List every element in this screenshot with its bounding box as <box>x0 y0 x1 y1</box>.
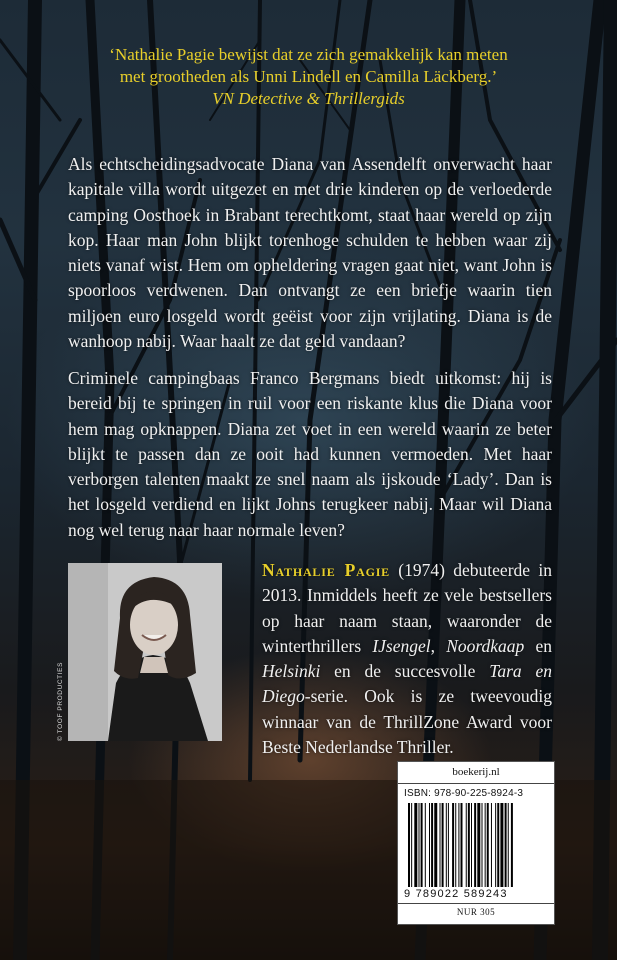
series-title-tara-en-diego: Tara en Diego <box>262 661 552 707</box>
barcode-divider <box>398 783 554 784</box>
isbn-label: ISBN: 978-90-225-8924-3 <box>404 788 524 799</box>
book-title-helsinki: Helsinki <box>262 661 321 682</box>
barcode-stripe <box>485 803 486 887</box>
barcode-divider-2 <box>398 903 554 904</box>
bio-text-1: (1974) debuteerde in 2013. Inmiddels heeft ze vele bestsellers op haar naam staan, waaronder de winterthrillers <box>262 560 552 656</box>
barcode-stripe <box>482 803 483 887</box>
barcode-stripe <box>495 803 496 887</box>
barcode-stripe <box>446 803 447 887</box>
barcode-stripe <box>458 803 459 887</box>
author-photo <box>68 563 222 741</box>
barcode-stripe <box>477 803 480 887</box>
bio-text-4: -serie. Ook is ze tweevoudig winnaar van de ThrillZone Award voor Beste Nederlandse Thriller. <box>262 686 552 758</box>
quote-source: VN Detective & Thrillergids <box>212 89 405 108</box>
barcode-stripe <box>491 803 492 887</box>
barcode-stripe <box>461 803 463 887</box>
barcode-stripe <box>508 803 509 887</box>
barcode-stripe <box>505 803 507 887</box>
barcode-stripe <box>455 803 456 887</box>
quote-line-1: ‘Nathalie Pagie bewijst dat ze zich gemakkelijk kan meten <box>109 45 508 64</box>
barcode-stripe <box>431 803 433 887</box>
barcode-stripe <box>414 803 417 887</box>
barcode-stripe <box>468 803 470 887</box>
barcode-stripe <box>500 803 503 887</box>
bio-separator: , <box>430 635 447 656</box>
barcode-stripe <box>497 803 499 887</box>
barcode-stripe <box>511 803 513 887</box>
bio-text-2: en <box>524 635 553 656</box>
photo-credit: © TOOF PRODUCTIES <box>57 661 64 741</box>
barcode-digits: 9 789022 589243 <box>404 888 508 900</box>
author-name: Nathalie Pagie <box>262 560 390 580</box>
barcode-stripe <box>425 803 426 887</box>
barcode-bars <box>408 803 546 887</box>
barcode-stripe <box>466 803 467 887</box>
barcode-stripe <box>440 803 441 887</box>
publisher-website: boekerij.nl <box>452 766 500 778</box>
bio-text-3: en de succesvolle <box>320 661 490 682</box>
barcode-stripe <box>452 803 454 887</box>
barcode-stripe <box>471 803 472 887</box>
book-title-ijsengel: IJsengel <box>372 635 431 656</box>
nur-code: NUR 305 <box>456 907 496 917</box>
barcode-stripe <box>429 803 430 887</box>
barcode-stripe <box>408 803 410 887</box>
barcode-stripe <box>419 803 420 887</box>
barcode-stripe <box>487 803 489 887</box>
barcode-stripe <box>448 803 449 887</box>
barcode-stripe <box>434 803 437 887</box>
review-quote <box>40 44 577 110</box>
quote-line-2: met grootheden als Unni Lindell en Camilla Läckberg.’ <box>119 67 498 86</box>
barcode-stripe <box>474 803 476 887</box>
blurb-paragraph-1: Als echtscheidingsadvocate Diana van Assendelft onverwacht haar kapitale villa wordt uitgezet en met drie kinderen op de verloederde camping Oosthoek in Brabant terechtkomt, staat haar wereld op zijn kop. Haar man John blijkt torenhoge schulden te hebben waar zij niets vanaf wist. Hem om opheldering vragen gaat niet, want John is spoorloos verdwenen. Dan ontvangt ze een briefje waarin tien miljoen euro losgeld wordt geëist voor zijn vrijlating. Diana is de wanhoop nabij. Waar haalt ze dat geld vandaan? <box>68 154 552 352</box>
blurb-paragraph-2: Criminele campingbaas Franco Bergmans biedt uitkomst: hij is bereid bij te springen in ruil voor een riskante klus die Diana voor hem mag opknappen. Diana zet voet in een wereld waarin ze beter blijkt te passen dan ze ooit had kunnen vermoeden. Met haar verborgen talenten maakt ze snel naam als ijskoude ‘Lady’. Dan is het losgeld verdiend en lijkt Johns terugkeer nabij. Maar wil Diana nog wel terug naar haar normale leven? <box>68 368 552 540</box>
barcode-stripe <box>421 803 423 887</box>
barcode-stripe <box>442 803 444 887</box>
author-bio <box>262 558 552 760</box>
barcode-stripe <box>411 803 412 887</box>
barcode-panel <box>397 761 555 925</box>
book-title-noordkaap: Noordkaap <box>446 635 525 656</box>
